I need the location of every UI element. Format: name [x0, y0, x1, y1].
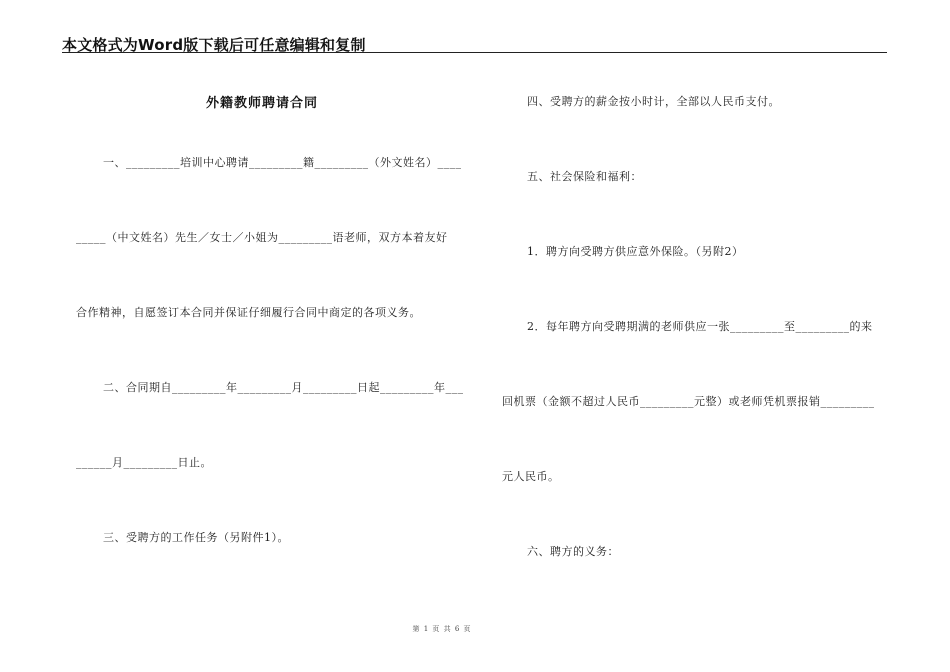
- clause-4: 四、受聘方的薪金按小时计，全部以人民币支付。: [527, 95, 780, 108]
- clause-6-heading: 六、聘方的义务：: [527, 545, 619, 558]
- clause-1-line-1: 一、_________培训中心聘请_________籍_________（外文姓名）____: [103, 156, 462, 169]
- clause-2-line-2: ______月_________日止。: [76, 456, 212, 469]
- clause-2-line-1: 二、合同期自_________年_________月_________日起_________年___: [103, 381, 464, 394]
- clause-5-item-2-line-3: 元人民币。: [502, 470, 560, 483]
- clause-5-item-2-line-2: 回机票（金额不超过人民币_________元整）或老师凭机票报销_________: [502, 395, 875, 408]
- clause-5-item-2-line-1: 2．每年聘方向受聘期满的老师供应一张_________至_________的来: [527, 320, 873, 333]
- clause-3: 三、受聘方的工作任务（另附件1）。: [103, 531, 289, 544]
- document-banner: 本文格式为Word版下载后可任意编辑和复制: [62, 36, 366, 54]
- clause-5-item-1: 1．聘方向受聘方供应意外保险。（另附2）: [527, 245, 744, 258]
- document-title: 外籍教师聘请合同: [205, 96, 318, 111]
- clause-1-line-3: 合作精神，自愿签订本合同并保证仔细履行合同中商定的各项义务。: [76, 306, 421, 319]
- clause-5-heading: 五、社会保险和福利：: [527, 170, 642, 183]
- header-divider: [62, 52, 887, 53]
- page-indicator: 第 1 页 共 6 页: [412, 625, 472, 633]
- clause-1-line-2: _____（中文姓名）先生／女士／小姐为_________语老师，双方本着友好: [76, 231, 448, 244]
